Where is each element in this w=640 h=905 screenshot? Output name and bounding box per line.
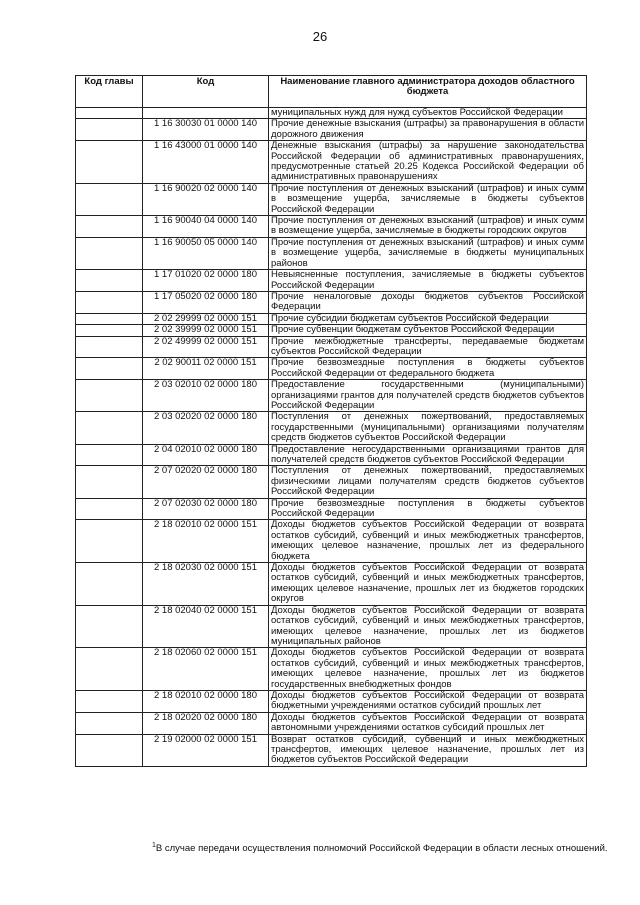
chapter-code-cell bbox=[76, 605, 143, 648]
code-cell: 1 16 90040 04 0000 140 bbox=[143, 216, 269, 238]
code-cell: 2 19 02000 02 0000 151 bbox=[143, 734, 269, 766]
code-cell: 2 18 02010 02 0000 151 bbox=[143, 520, 269, 563]
header-code: Код bbox=[143, 76, 269, 108]
table-row bbox=[76, 412, 587, 444]
name-cell: Прочие неналоговые доходы бюджетов субъектов Российской Федерации bbox=[269, 291, 587, 313]
name-cell: Денежные взыскания (штрафы) за нарушение законодательства Российской Федерации об административных правонарушениях, предусмотренные статьей 20.25 Кодекса Российской Федерации об административных правонарушениях bbox=[269, 141, 587, 184]
table-row bbox=[76, 466, 587, 498]
chapter-code-cell bbox=[76, 313, 143, 324]
name-cell: Прочие поступления от денежных взысканий (штрафов) и иных сумм в возмещение ущерба, зачисляемые в бюджеты субъектов Российской Федерации bbox=[269, 183, 587, 215]
chapter-code-cell bbox=[76, 325, 143, 336]
chapter-code-cell bbox=[76, 444, 143, 466]
code-cell: 2 02 39999 02 0000 151 bbox=[143, 325, 269, 336]
name-cell: Доходы бюджетов субъектов Российской Федерации от возврата остатков субсидий, субвенций и иных межбюджетных трансфертов, имеющих целевое назначение, прошлых лет из бюджетов государственных внебюджетных фондов bbox=[269, 648, 587, 691]
table-row bbox=[76, 563, 587, 606]
code-cell: 2 07 02030 02 0000 180 bbox=[143, 498, 269, 520]
name-cell: Прочие поступления от денежных взысканий (штрафов) и иных сумм в возмещение ущерба, зачисляемые в бюджеты муниципальных районов bbox=[269, 237, 587, 269]
code-cell: 2 18 02030 02 0000 151 bbox=[143, 563, 269, 606]
chapter-code-cell bbox=[76, 648, 143, 691]
header-administrator-name: Наименование главного администратора доходов областного бюджета bbox=[269, 76, 587, 108]
table-body bbox=[76, 108, 587, 767]
table-row bbox=[76, 313, 587, 324]
table-row bbox=[76, 108, 587, 119]
code-cell: 2 18 02060 02 0000 151 bbox=[143, 648, 269, 691]
chapter-code-cell bbox=[76, 690, 143, 712]
chapter-code-cell bbox=[76, 237, 143, 269]
code-cell: 2 18 02010 02 0000 180 bbox=[143, 690, 269, 712]
chapter-code-cell bbox=[76, 520, 143, 563]
name-cell: Предоставление государственными (муниципальными) организациями грантов для получателей средств бюджетов субъектов Российской Федерации bbox=[269, 380, 587, 412]
header-chapter-code: Код главы bbox=[76, 76, 143, 108]
table-row bbox=[76, 712, 587, 734]
code-cell: 2 04 02010 02 0000 180 bbox=[143, 444, 269, 466]
code-cell: 1 16 90050 05 0000 140 bbox=[143, 237, 269, 269]
table-row bbox=[76, 358, 587, 380]
footnote bbox=[152, 841, 608, 854]
table-row bbox=[76, 325, 587, 336]
table-row bbox=[76, 216, 587, 238]
table-row bbox=[76, 270, 587, 292]
table-row bbox=[76, 605, 587, 648]
table-header-row bbox=[76, 76, 587, 108]
table-row bbox=[76, 444, 587, 466]
chapter-code-cell bbox=[76, 291, 143, 313]
name-cell: Доходы бюджетов субъектов Российской Федерации от возврата бюджетными учреждениями остатков субсидий прошлых лет bbox=[269, 690, 587, 712]
name-cell: Предоставление негосударственными организациями грантов для получателей средств бюджетов субъектов Российской Федерации bbox=[269, 444, 587, 466]
footnote-marker: 1 bbox=[152, 841, 156, 849]
code-cell: 1 16 43000 01 0000 140 bbox=[143, 141, 269, 184]
table-row bbox=[76, 648, 587, 691]
chapter-code-cell bbox=[76, 563, 143, 606]
chapter-code-cell bbox=[76, 498, 143, 520]
chapter-code-cell bbox=[76, 336, 143, 358]
table-row bbox=[76, 380, 587, 412]
name-cell: Прочие субсидии бюджетам субъектов Российской Федерации bbox=[269, 313, 587, 324]
chapter-code-cell bbox=[76, 412, 143, 444]
chapter-code-cell bbox=[76, 270, 143, 292]
table-row bbox=[76, 119, 587, 141]
chapter-code-cell bbox=[76, 119, 143, 141]
chapter-code-cell bbox=[76, 380, 143, 412]
name-cell: Прочие денежные взыскания (штрафы) за правонарушения в области дорожного движения bbox=[269, 119, 587, 141]
table-row bbox=[76, 734, 587, 766]
name-cell: Невыясненные поступления, зачисляемые в бюджеты субъектов Российской Федерации bbox=[269, 270, 587, 292]
table-row bbox=[76, 291, 587, 313]
name-cell: муниципальных нужд для нужд субъектов Российской Федерации bbox=[269, 108, 587, 119]
code-cell: 2 02 90011 02 0000 151 bbox=[143, 358, 269, 380]
name-cell: Прочие поступления от денежных взысканий (штрафов) и иных сумм в возмещение ущерба, зачисляемые в бюджеты городских округов bbox=[269, 216, 587, 238]
name-cell: Доходы бюджетов субъектов Российской Федерации от возврата остатков субсидий, субвенций и иных межбюджетных трансфертов, имеющих целевое назначение, прошлых лет из федерального бюджета bbox=[269, 520, 587, 563]
code-cell: 1 17 05020 02 0000 180 bbox=[143, 291, 269, 313]
chapter-code-cell bbox=[76, 108, 143, 119]
chapter-code-cell bbox=[76, 466, 143, 498]
page-number: 26 bbox=[312, 29, 328, 44]
code-cell: 2 18 02020 02 0000 180 bbox=[143, 712, 269, 734]
chapter-code-cell bbox=[76, 358, 143, 380]
name-cell: Доходы бюджетов субъектов Российской Федерации от возврата остатков субсидий, субвенций и иных межбюджетных трансфертов, имеющих целевое назначение, прошлых лет из бюджетов муниципальных районов bbox=[269, 605, 587, 648]
table-row bbox=[76, 141, 587, 184]
code-cell: 2 18 02040 02 0000 151 bbox=[143, 605, 269, 648]
name-cell: Поступления от денежных пожертвований, предоставляемых государственными (муниципальными) организациями получателям средств бюджетов субъектов Российской Федерации bbox=[269, 412, 587, 444]
name-cell: Доходы бюджетов субъектов Российской Федерации от возврата автономными учреждениями остатков субсидий прошлых лет bbox=[269, 712, 587, 734]
code-cell: 2 03 02020 02 0000 180 bbox=[143, 412, 269, 444]
name-cell: Прочие безвозмездные поступления в бюджеты субъектов Российской Федерации bbox=[269, 498, 587, 520]
chapter-code-cell bbox=[76, 712, 143, 734]
revenue-administrators-table bbox=[75, 75, 587, 767]
name-cell: Возврат остатков субсидий, субвенций и иных межбюджетных трансфертов, имеющих целевое назначение, прошлых лет из бюджетов субъектов Российской Федерации bbox=[269, 734, 587, 766]
table-row bbox=[76, 520, 587, 563]
code-cell: 2 03 02010 02 0000 180 bbox=[143, 380, 269, 412]
name-cell: Поступления от денежных пожертвований, предоставляемых физическими лицами получателям средств бюджетов субъектов Российской Федерации bbox=[269, 466, 587, 498]
table-row bbox=[76, 498, 587, 520]
code-cell: 1 16 30030 01 0000 140 bbox=[143, 119, 269, 141]
code-cell: 2 07 02020 02 0000 180 bbox=[143, 466, 269, 498]
code-cell bbox=[143, 108, 269, 119]
name-cell: Прочие безвозмездные поступления в бюджеты субъектов Российской Федерации от федерального бюджета bbox=[269, 358, 587, 380]
table-row bbox=[76, 183, 587, 215]
code-cell: 2 02 29999 02 0000 151 bbox=[143, 313, 269, 324]
table-row bbox=[76, 336, 587, 358]
name-cell: Доходы бюджетов субъектов Российской Федерации от возврата остатков субсидий, субвенций и иных межбюджетных трансфертов, имеющих целевое назначение, прошлых лет из бюджетов городских округов bbox=[269, 563, 587, 606]
code-cell: 1 16 90020 02 0000 140 bbox=[143, 183, 269, 215]
chapter-code-cell bbox=[76, 216, 143, 238]
name-cell: Прочие межбюджетные трансферты, передаваемые бюджетам субъектов Российской Федерации bbox=[269, 336, 587, 358]
code-cell: 1 17 01020 02 0000 180 bbox=[143, 270, 269, 292]
name-cell: Прочие субвенции бюджетам субъектов Российской Федерации bbox=[269, 325, 587, 336]
footnote-text: В случае передачи осуществления полномочий Российской Федерации в области лесных отношений. bbox=[155, 843, 608, 854]
chapter-code-cell bbox=[76, 734, 143, 766]
chapter-code-cell bbox=[76, 141, 143, 184]
chapter-code-cell bbox=[76, 183, 143, 215]
table-row bbox=[76, 690, 587, 712]
code-cell: 2 02 49999 02 0000 151 bbox=[143, 336, 269, 358]
table-row bbox=[76, 237, 587, 269]
